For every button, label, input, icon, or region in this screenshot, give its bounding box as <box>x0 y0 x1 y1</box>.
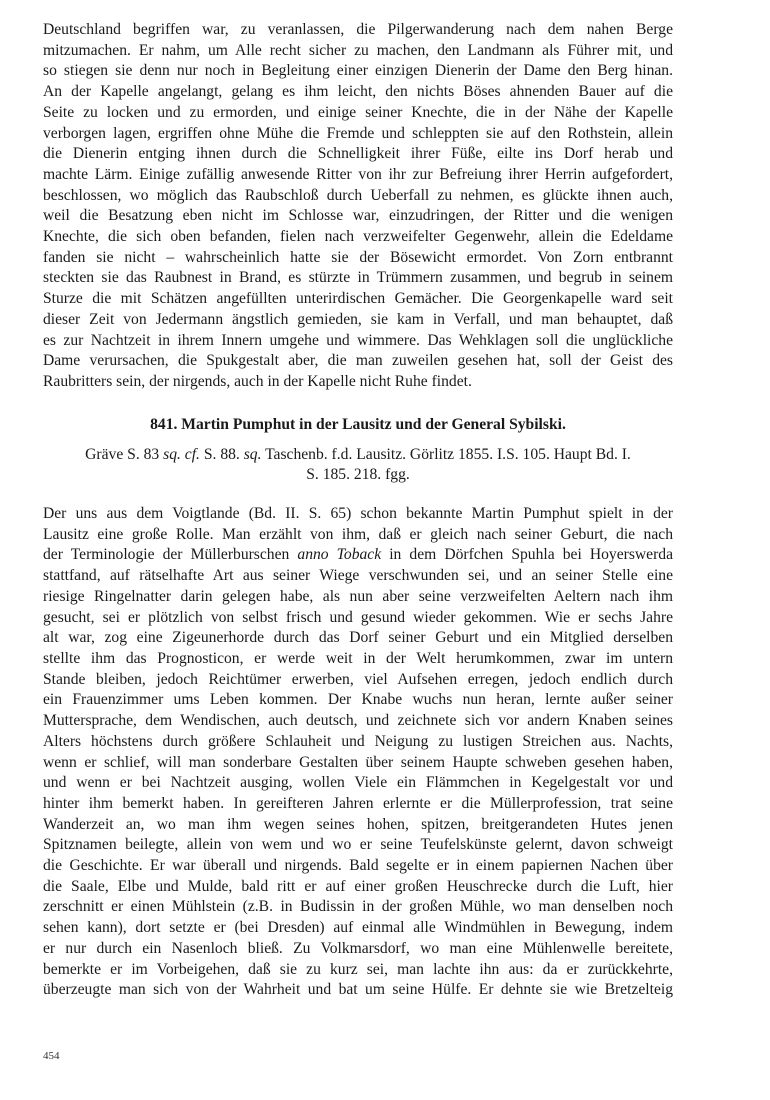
paragraph-continuation <box>43 20 673 393</box>
text-line: machte Lärm. Einige zufällig anwesende Ritter von ihr zur Befreiung ihrer Herrin aufgefordert, <box>43 165 673 183</box>
text-line: Wanderzeit an, wo man ihm wegen seines hohen, spitzen, breitgerandeten Hutes jenen <box>43 815 673 833</box>
text-line: Alters höchstens durch größere Schlauheit und Neigung zu lustigen Streichen aus. Nachts, <box>43 732 673 750</box>
text-line: weil die Besatzung eben nicht im Schlosse war, einzudringen, der Ritter und die wenigen <box>43 207 673 225</box>
text-line: ein Frauenzimmer ums Leben kommen. Der Knabe wuchs nun heran, lernte außer seiner <box>43 691 673 709</box>
text-line: stellte ihm das Prognosticon, er werde weit in der Welt herumkommen, zwar im untern <box>43 649 673 667</box>
text-line: verborgen lagen, ergriffen ohne Mühe die Fremde und schleppten sie auf den Rothstein, allein <box>43 124 673 142</box>
text-line: Seite zu locken und zu ermorden, und einige seiner Knechte, die in der Nähe der Kapelle <box>43 103 673 121</box>
text-line: Deutschland begriffen war, zu veranlassen, die Pilgerwanderung nach dem nahen Berge <box>43 21 673 38</box>
text-line: mitzumachen. Er nahm, um Alle recht sicher zu machen, den Landmann als Führer mit, und <box>43 41 673 59</box>
text-line: bemerkte er im Vorbeigehen, daß sie zu kurz sei, man lachte ihn aus: da er zurückkehrte, <box>43 960 673 978</box>
text-line: die Geschichte. Er war überall und nirgends. Bald segelte er in einem papiernen Nachen über <box>43 857 673 875</box>
source-abbrev: sq. <box>243 445 262 463</box>
source-text: Taschenb. f.d. Lausitz. Görlitz 1855. I.S. 105. Haupt Bd. I. <box>261 445 631 463</box>
text-line: wenn er schlief, will man sonderbare Gestalten über seinem Haupte schweben gesehen haben, <box>43 753 673 771</box>
page-number: 454 <box>43 1050 60 1062</box>
text-line: sehen kann), dort setzte er (bei Dresden) auf einmal alle Windmühlen in Bewegung, indem <box>43 919 673 937</box>
text-line: beschlossen, wo möglich das Raubschloß durch Ueberfall zu nehmen, es glückte ihnen auch, <box>43 186 673 204</box>
text-line: die Saale, Elbe und Mulde, bald ritt er auf einer großen Heuschrecke durch die Luft, hier <box>43 877 673 895</box>
source-references <box>43 445 673 486</box>
text-line: Spitznamen beilegte, allein von wem und wo er seine Teufelskünste gelernt, davon schweigt <box>43 836 673 854</box>
source-line <box>43 445 673 466</box>
paragraph-main <box>43 504 673 1001</box>
source-abbrev: sq. cf. <box>163 445 200 463</box>
text-line: Stande bleiben, jedoch Reichtümer erwerben, viel Aufsehen erregen, jedoch endlich durch <box>43 670 673 688</box>
text-line: riesige Ringelnatter darin gelegen habe, als nun aber seine verzweifelten Aeltern nach ihm <box>43 587 673 605</box>
text-line: Sturze die mit Schätzen angefüllten unterirdischen Gemächer. Die Georgenkapelle ward seit <box>43 290 673 308</box>
text-run: der Terminologie der Müllerburschen <box>43 546 298 564</box>
text-line: gesucht, sei er plötzlich von selbst frisch und gesund wieder gekommen. Wie er sechs Jahre <box>43 608 673 626</box>
text-run: in dem Dörfchen Spuhla bei Hoyerswerda <box>381 546 673 564</box>
spacer <box>43 486 673 504</box>
text-line: er nur durch ein Nasenloch bließ. Zu Volkmarsdorf, wo man eine Mühlenwelle bereitete, <box>43 939 673 957</box>
text-line <box>43 545 673 566</box>
source-text: Gräve S. 83 <box>85 445 164 463</box>
text-line: Lausitz eine große Rolle. Man erzählt von ihm, daß er gleich nach seiner Geburt, die nach <box>43 525 673 543</box>
text-line: hinter ihm bemerkt haben. In gereifteren Jahren erlernte er die Müllerprofession, trat seine <box>43 794 673 812</box>
text-line: alt war, zog eine Zigeunerhorde durch das Dorf seiner Geburt und ein Mitglied derselben <box>43 629 673 647</box>
text-line: stattfand, auf rätselhafte Art aus seiner Wiege verschwunden sei, und an seiner Stelle eine <box>43 567 673 585</box>
text-line: Dame verursachen, die Spukgestalt aber, die man zuweilen gesehen hat, soll der Geist des <box>43 352 673 370</box>
text-line: dieser Zeit von Jedermann ängstlich gemieden, sie kam in Verfall, und man behauptet, daß <box>43 310 673 328</box>
text-line: Knechte, die sich oben befanden, fielen nach verzweifelter Gegenwehr, allein die Edeldame <box>43 228 673 246</box>
text-line: überzeugte man sich von der Wahrheit und bat um seine Hülfe. Er dehnte sie wie Bretzelteig <box>43 981 673 999</box>
section-heading: 841. Martin Pumphut in der Lausitz und der General Sybilski. <box>150 415 566 433</box>
source-line: S. 185. 218. fgg. <box>306 466 410 484</box>
italic-phrase: anno Toback <box>297 546 382 564</box>
text-line: Der uns aus dem Voigtlande (Bd. II. S. 65) schon bekannte Martin Pumphut spielt in der <box>43 505 673 523</box>
text-line: steckten sie das Raubnest in Brand, es stürzte in Trümmern zusammen, und begrub in seinem <box>43 269 673 287</box>
text-line: und wenn er bei Nachtzeit ausging, wollen Viele ein Flämmchen in Kegelgestalt vor und <box>43 774 673 792</box>
text-line: zerschnitt er einen Mühlstein (z.B. in Budissin in der großen Mühle, wo man denselben noch <box>43 898 673 916</box>
text-line: Raubritters sein, der nirgends, auch in der Kapelle nicht Ruhe findet. <box>43 372 472 390</box>
text-line: Muttersprache, dem Wendischen, auch deutsch, und zeichnete sich vor andern Knaben seines <box>43 712 673 730</box>
text-line: die Dienerin entging ihnen durch die Schnelligkeit ihrer Füße, eilte ins Dorf herab und <box>43 145 673 163</box>
text-line: es zur Nachtzeit in ihrem Innern umgehe und wimmere. Das Wehklagen soll die unglückliche <box>43 331 673 349</box>
text-line: so stiegen sie denn nur noch in Begleitung einer einzigen Dienerin der Dame den Berg hinan. <box>43 62 673 80</box>
text-line: An der Kapelle angelangt, gelang es ihm leicht, den nichts Böses ahnenden Bauer auf die <box>43 83 673 101</box>
source-text: S. 88. <box>199 445 244 463</box>
page-content <box>43 20 673 1001</box>
text-line: fanden sie nicht – wahrscheinlich hatte sie der Bösewicht ermordet. Von Zorn entbrannt <box>43 248 673 266</box>
